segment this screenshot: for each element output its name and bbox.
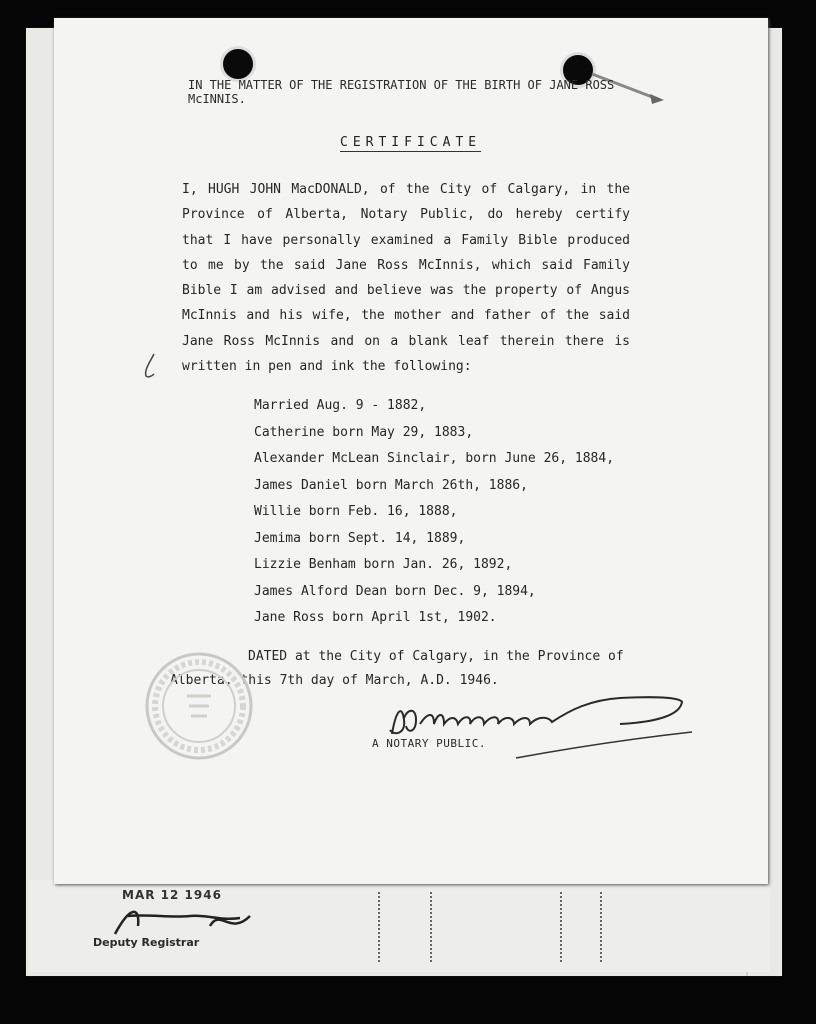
form-dotted-line — [430, 892, 432, 962]
received-date-stamp: MAR 12 1946 — [122, 888, 222, 902]
family-bible-entries — [254, 393, 614, 632]
list-item: Catherine born May 29, 1883, — [254, 424, 474, 440]
punch-hole — [220, 46, 256, 82]
notary-seal-icon — [143, 650, 255, 762]
deputy-registrar-label: Deputy Registrar — [93, 936, 200, 949]
certificate-title: CERTIFICATE — [340, 135, 482, 150]
list-item: Jemima born Sept. 14, 1889, — [254, 530, 466, 546]
list-item: James Daniel born March 26th, 1886, — [254, 477, 528, 493]
deputy-registrar-signature — [110, 896, 260, 946]
list-item: Jane Ross born April 1st, 1902. — [254, 610, 497, 625]
list-item: James Alford Dean born Dec. 9, 1894, — [254, 583, 536, 599]
certificate-body: I, HUGH JOHN MacDONALD, of the City of Calgary, in the Province of Alberta, Notary Public, do hereby certify that I have personally examined a Family Bible produced to me by the said Jane Ross McInnis, which said Family Bible I am advised and believe was the property of Angus McInnis and his wife, the mother and father of the said Jane Ross McInnis and on a blank leaf therein there is written in pen and ink the following: — [182, 182, 630, 375]
list-item: Married Aug. 9 - 1882, — [254, 398, 427, 413]
check-mark-icon — [140, 352, 160, 382]
list-item: Lizzie Benham born Jan. 26, 1892, — [254, 557, 513, 572]
form-dotted-line — [600, 892, 602, 962]
list-item: Alexander McLean Sinclair, born June 26, 1884, — [254, 451, 615, 466]
dated-statement: DATED at the City of Calgary, in the Province of Alberta, this 7th day of March, A.D. 1946. — [170, 649, 624, 688]
notary-public-label: A NOTARY PUBLIC. — [372, 737, 486, 750]
matter-heading: IN THE MATTER OF THE REGISTRATION OF THE BIRTH OF JANE ROSS McINNIS. — [188, 78, 615, 106]
form-dotted-line — [560, 892, 562, 962]
form-dotted-line — [378, 892, 380, 962]
list-item: Willie born Feb. 16, 1888, — [254, 504, 458, 519]
notary-signature — [380, 690, 700, 770]
